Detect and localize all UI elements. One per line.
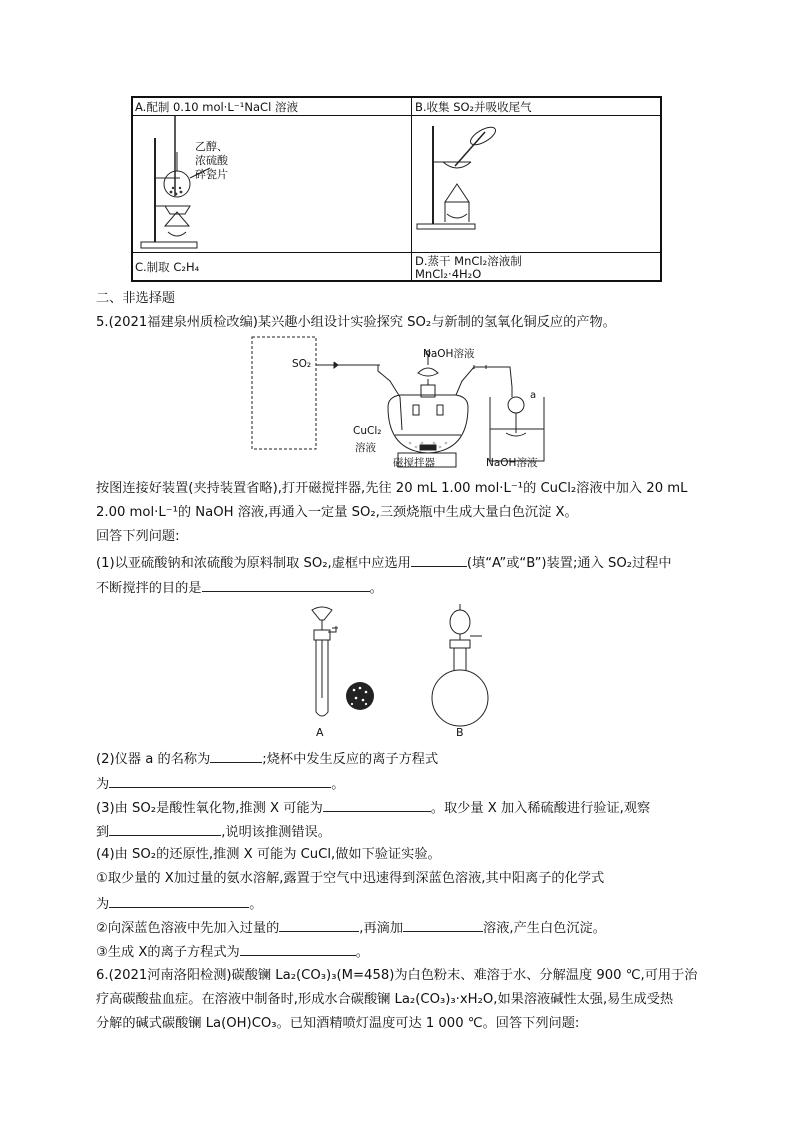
q5-part4-step2-text-a: ②向深蓝色溶液中先加入过量的 <box>96 921 280 936</box>
q5-part1-text-a: (1)以亚硫酸钠和浓硫酸为原料制取 SO₂,虚框中应选用 <box>96 556 411 571</box>
option-c-label: C.制取 C₂H₄ <box>135 260 200 274</box>
q5-part1-line2 <box>96 577 383 599</box>
ethylene-apparatus-figure <box>135 116 335 252</box>
q5-answer-prompt: 回答下列问题: <box>96 529 180 544</box>
cucl2-label: CuCl₂ <box>353 425 382 437</box>
q5-part4-step3-end: 。 <box>355 945 369 960</box>
q5-part3-text-d: ,说明该推测错误。 <box>221 825 331 840</box>
q5-part4-step2-text-c: 溶液,产生白色沉淀。 <box>483 921 606 936</box>
q5-part4-blank-equation[interactable] <box>240 941 356 956</box>
q5-part4-blank-reagent1[interactable] <box>279 917 359 932</box>
q5-part2-line1 <box>96 748 438 770</box>
q5-part2-text-c: 为 <box>96 777 110 792</box>
q5-part2-text-b: ;烧杯中发生反应的离子方程式 <box>262 752 439 767</box>
q5-part3-text-a: (3)由 SO₂是酸性氧化物,推测 X 可能为 <box>96 801 323 816</box>
q5-part4-intro: (4)由 SO₂的还原性,推测 X 可能为 CuCl,做如下验证实验。 <box>96 847 441 862</box>
q5-part1-blank-purpose[interactable] <box>202 577 370 592</box>
q5-part1-line1 <box>96 552 672 574</box>
q5-part3-line2 <box>96 821 331 843</box>
cucl2-solution-label: 溶液 <box>355 442 376 454</box>
q5-part2-blank-name[interactable] <box>210 748 262 763</box>
q5-apparatus-diagram <box>250 335 550 470</box>
table-divider-vertical <box>411 98 412 282</box>
q5-intro-line1: 按图连接好装置(夹持装置省略),打开磁搅拌器,先往 20 mL 1.00 mol·L⁻¹的 CuCl₂溶液中加入 20 mL <box>96 481 688 496</box>
instrument-a-label: a <box>530 390 537 401</box>
q5-apparatus-a-b-figure <box>300 600 500 730</box>
q5-part4-step1-end: 。 <box>249 897 263 912</box>
section-title: 二、非选择题 <box>96 291 176 306</box>
q5-part1-end: 。 <box>369 581 383 596</box>
figure-a-label: A <box>316 726 324 739</box>
q5-part3-text-b: 。取少量 X 加入稀硫酸进行验证,观察 <box>430 801 651 816</box>
q5-part4-step3-text: ③生成 X的离子方程式为 <box>96 945 240 960</box>
option-d-label-2: MnCl₂·4H₂O <box>415 267 482 281</box>
q5-part4-step1-line1: ①取少量的 X加过量的氨水溶解,露置于空气中迅速得到深蓝色溶液,其中阳离子的化学式 <box>96 871 605 886</box>
q5-part1-text-b: (填“A”或“B”)装置;通入 SO₂过程中 <box>466 556 672 571</box>
figure-b-label: B <box>456 726 464 739</box>
q5-header: 5.(2021福建泉州质检改编)某兴趣小组设计实验探究 SO₂与新制的氢氧化铜反应的产物。 <box>96 315 616 330</box>
q5-part2-blank-equation[interactable] <box>109 773 331 788</box>
option-a-label: A.配制 0.10 mol·L⁻¹NaCl 溶液 <box>135 100 298 114</box>
porcelain-chips-label: 碎瓷片 <box>195 168 228 181</box>
q5-part4-step3 <box>96 941 369 963</box>
q5-part4-blank-reagent2[interactable] <box>403 917 483 932</box>
q5-part4-step1-line2 <box>96 893 262 915</box>
q5-part1-blank-device[interactable] <box>411 552 467 567</box>
options-table <box>131 96 662 282</box>
option-b-label: B.收集 SO₂并吸收尾气 <box>415 100 532 114</box>
ethanol-label: 乙醇、 <box>195 140 228 153</box>
so2-inlet-label: SO₂ <box>292 358 312 370</box>
q5-part2-line2 <box>96 773 344 795</box>
sulfuric-acid-label: 浓硫酸 <box>195 154 228 167</box>
q5-part3-blank-observation[interactable] <box>109 821 221 836</box>
q5-part4-blank-cation[interactable] <box>109 893 249 908</box>
q5-intro-line2: 2.00 mol·L⁻¹的 NaOH 溶液,再通入一定量 SO₂,三颈烧瓶中生成大量白色沉淀 X。 <box>96 505 578 520</box>
q5-part4-step2 <box>96 917 606 939</box>
q5-part4-step1-text: 为 <box>96 897 110 912</box>
q6-line2: 疗高碳酸盐血症。在溶液中制备时,形成水合碳酸镧 La₂(CO₃)₃·xH₂O,如果溶液碱性太强,易生成受热 <box>96 992 674 1007</box>
option-d-label-1: D.蒸干 MnCl₂溶液制 <box>415 254 522 268</box>
naoh-beaker-label: NaOH溶液 <box>486 457 538 469</box>
q6-line3: 分解的碱式碳酸镧 La(OH)CO₃。已知酒精喷灯温度可达 1 000 ℃。回答下列问题: <box>96 1016 580 1031</box>
q6-line1: 6.(2021河南洛阳检测)碳酸镧 La₂(CO₃)₃(M=458)为白色粉末、难溶于水、分解温度 900 ℃,可用于治 <box>96 968 698 983</box>
q5-part3-blank-x[interactable] <box>323 797 431 812</box>
magnetic-stirrer-label: 磁搅拌器 <box>393 457 435 469</box>
naoh-funnel-label: NaOH溶液 <box>423 348 475 360</box>
table-divider-bottom <box>133 252 660 253</box>
q5-part2-end: 。 <box>331 777 345 792</box>
q5-part3-text-c: 到 <box>96 825 110 840</box>
q5-part3-line1 <box>96 797 650 819</box>
q5-part4-step2-text-b: ,再滴加 <box>359 921 404 936</box>
q5-part1-text-c: 不断搅拌的目的是 <box>96 581 202 596</box>
q5-part2-text-a: (2)仪器 a 的名称为 <box>96 752 211 767</box>
evaporation-apparatus-figure <box>415 122 525 230</box>
